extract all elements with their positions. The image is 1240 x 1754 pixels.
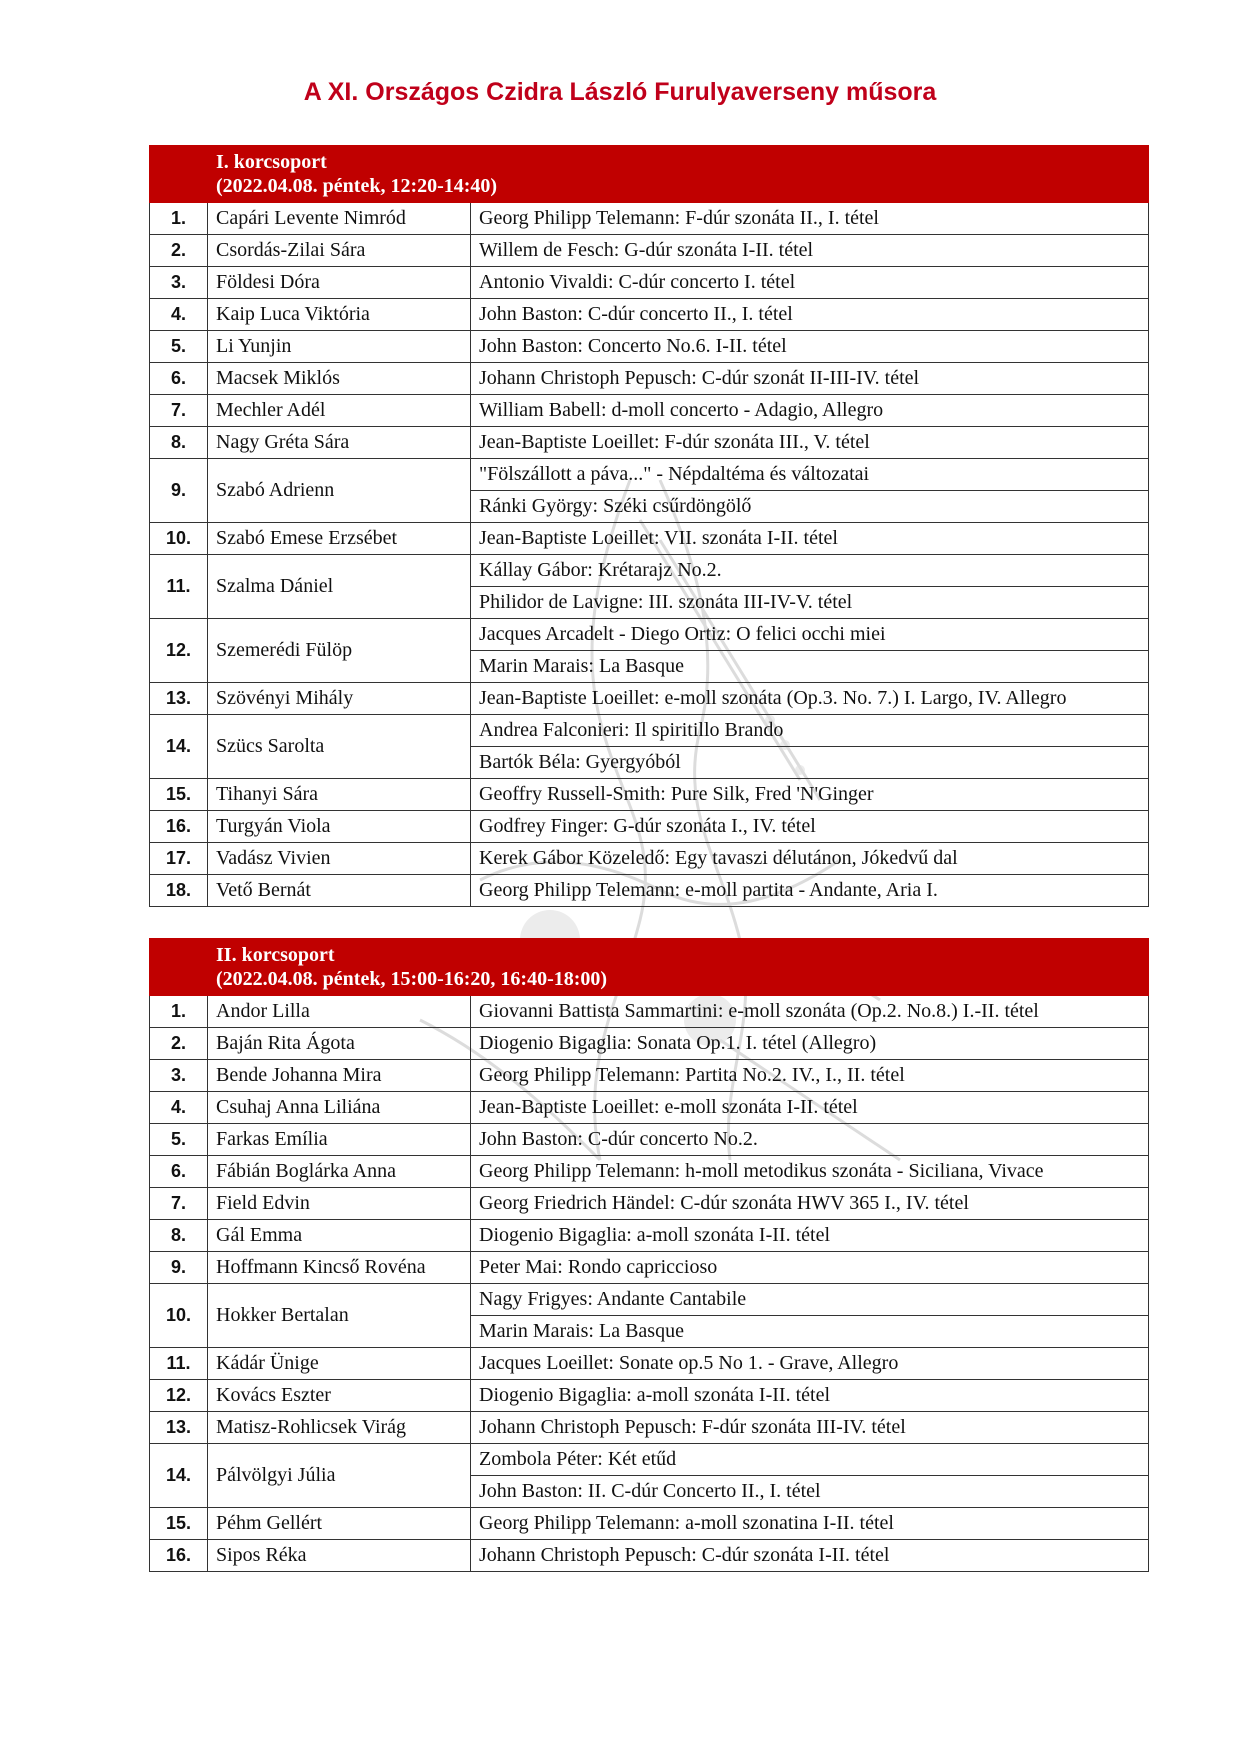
- piece-title: Geoffry Russell-Smith: Pure Silk, Fred 'N'Ginger: [471, 779, 1149, 811]
- piece-title: Andrea Falconieri: Il spiritillo Brando: [471, 715, 1149, 747]
- table-row: [150, 1540, 1149, 1572]
- contestant-name: Capári Levente Nimród: [208, 203, 471, 235]
- piece-title: Bartók Béla: Gyergyóból: [471, 747, 1149, 779]
- piece-title: "Fölszállott a páva..." - Népdaltéma és változatai: [471, 459, 1149, 491]
- contestant-number: 8.: [150, 1220, 208, 1252]
- table-row: [150, 1092, 1149, 1124]
- table-row: [150, 203, 1149, 235]
- contestant-number: 5.: [150, 1124, 208, 1156]
- contestant-number: 4.: [150, 299, 208, 331]
- contestant-name: Hokker Bertalan: [208, 1284, 471, 1348]
- piece-title: Johann Christoph Pepusch: C-dúr szonát II-III-IV. tétel: [471, 363, 1149, 395]
- contestant-number: 2.: [150, 1028, 208, 1060]
- contestant-number: 10.: [150, 1284, 208, 1348]
- piece-title: Jean-Baptiste Loeillet: e-moll szonáta I-II. tétel: [471, 1092, 1149, 1124]
- contestant-number: 11.: [150, 1348, 208, 1380]
- piece-title: Ránki György: Széki csűrdöngölő: [471, 491, 1149, 523]
- table-row: [150, 811, 1149, 843]
- table-row: [150, 331, 1149, 363]
- table-row: [150, 459, 1149, 491]
- contestant-name: Vető Bernát: [208, 875, 471, 907]
- contestant-number: 4.: [150, 1092, 208, 1124]
- group-header-blank: [150, 146, 208, 203]
- contestant-number: 10.: [150, 523, 208, 555]
- contestant-name: Péhm Gellért: [208, 1508, 471, 1540]
- contestant-number: 3.: [150, 1060, 208, 1092]
- contestant-number: 6.: [150, 1156, 208, 1188]
- contestant-name: Pálvölgyi Júlia: [208, 1444, 471, 1508]
- table-row: [150, 1380, 1149, 1412]
- contestant-number: 1.: [150, 203, 208, 235]
- contestant-name: Nagy Gréta Sára: [208, 427, 471, 459]
- piece-title: Jacques Loeillet: Sonate op.5 No 1. - Grave, Allegro: [471, 1348, 1149, 1380]
- contestant-name: Szövényi Mihály: [208, 683, 471, 715]
- contestant-number: 14.: [150, 1444, 208, 1508]
- contestant-number: 1.: [150, 996, 208, 1028]
- contestant-name: Tihanyi Sára: [208, 779, 471, 811]
- contestant-number: 15.: [150, 779, 208, 811]
- piece-title: John Baston: C-dúr concerto II., I. tétel: [471, 299, 1149, 331]
- contestant-name: Baján Rita Ágota: [208, 1028, 471, 1060]
- piece-title: Godfrey Finger: G-dúr szonáta I., IV. tétel: [471, 811, 1149, 843]
- group-header: [208, 146, 1149, 203]
- table-row: [150, 1348, 1149, 1380]
- piece-title: Philidor de Lavigne: III. szonáta III-IV-V. tétel: [471, 587, 1149, 619]
- piece-title: Jean-Baptiste Loeillet: e-moll szonáta (Op.3. No. 7.) I. Largo, IV. Allegro: [471, 683, 1149, 715]
- contestant-number: 9.: [150, 459, 208, 523]
- table-row: [150, 1188, 1149, 1220]
- page-title: A XI. Országos Czidra László Furulyaverseny műsora: [303, 78, 937, 106]
- contestant-number: 12.: [150, 1380, 208, 1412]
- contestant-name: Szabó Emese Erzsébet: [208, 523, 471, 555]
- group-header-row: [150, 939, 1149, 996]
- piece-title: John Baston: Concerto No.6. I-II. tétel: [471, 331, 1149, 363]
- table-row: [150, 1508, 1149, 1540]
- contestant-number: 11.: [150, 555, 208, 619]
- contestant-number: 13.: [150, 1412, 208, 1444]
- piece-title: Georg Philipp Telemann: e-moll partita - Andante, Aria I.: [471, 875, 1149, 907]
- piece-title: Peter Mai: Rondo capriccioso: [471, 1252, 1149, 1284]
- piece-title: Kerek Gábor Közeledő: Egy tavaszi délutánon, Jókedvű dal: [471, 843, 1149, 875]
- piece-title: Jacques Arcadelt - Diego Ortiz: O felici occhi miei: [471, 619, 1149, 651]
- group-date: (2022.04.08. péntek, 12:20-14:40): [216, 175, 498, 197]
- contestant-name: Farkas Emília: [208, 1124, 471, 1156]
- piece-title: Johann Christoph Pepusch: C-dúr szonáta I-II. tétel: [471, 1540, 1149, 1572]
- piece-title: Jean-Baptiste Loeillet: VII. szonáta I-II. tétel: [471, 523, 1149, 555]
- contestant-number: 16.: [150, 811, 208, 843]
- contestant-number: 16.: [150, 1540, 208, 1572]
- contestant-name: Gál Emma: [208, 1220, 471, 1252]
- contestant-number: 2.: [150, 235, 208, 267]
- piece-title: Giovanni Battista Sammartini: e-moll szonáta (Op.2. No.8.) I.-II. tétel: [471, 996, 1149, 1028]
- table-row: [150, 619, 1149, 651]
- table-row: [150, 363, 1149, 395]
- piece-title: Kállay Gábor: Krétarajz No.2.: [471, 555, 1149, 587]
- table-row: [150, 1060, 1149, 1092]
- table-row: [150, 1124, 1149, 1156]
- contestant-number: 17.: [150, 843, 208, 875]
- contestant-name: Csuhaj Anna Liliána: [208, 1092, 471, 1124]
- piece-title: Marin Marais: La Basque: [471, 1316, 1149, 1348]
- table-row: [150, 875, 1149, 907]
- piece-title: Georg Friedrich Händel: C-dúr szonáta HWV 365 I., IV. tétel: [471, 1188, 1149, 1220]
- piece-title: Georg Philipp Telemann: Partita No.2. IV., I., II. tétel: [471, 1060, 1149, 1092]
- piece-title: Diogenio Bigaglia: a-moll szonáta I-II. tétel: [471, 1220, 1149, 1252]
- contestant-number: 18.: [150, 875, 208, 907]
- piece-title: Diogenio Bigaglia: a-moll szonáta I-II. tétel: [471, 1380, 1149, 1412]
- table-row: [150, 1412, 1149, 1444]
- contestant-name: Hoffmann Kincső Rovéna: [208, 1252, 471, 1284]
- contestant-name: Kaip Luca Viktória: [208, 299, 471, 331]
- table-row: [150, 1156, 1149, 1188]
- contestant-number: 13.: [150, 683, 208, 715]
- contestant-number: 6.: [150, 363, 208, 395]
- contestant-name: Macsek Miklós: [208, 363, 471, 395]
- table-row: [150, 1444, 1149, 1476]
- table-row: [150, 267, 1149, 299]
- contestant-name: Field Edvin: [208, 1188, 471, 1220]
- contestant-number: 7.: [150, 395, 208, 427]
- table-row: [150, 715, 1149, 747]
- piece-title: John Baston: II. C-dúr Concerto II., I. tétel: [471, 1476, 1149, 1508]
- contestant-name: Szemerédi Fülöp: [208, 619, 471, 683]
- group-1-table: [149, 145, 1149, 907]
- contestant-number: 5.: [150, 331, 208, 363]
- table-row: [150, 299, 1149, 331]
- contestant-name: Li Yunjin: [208, 331, 471, 363]
- table-row: [150, 395, 1149, 427]
- table-row: [150, 235, 1149, 267]
- contestant-number: 15.: [150, 1508, 208, 1540]
- piece-title: Georg Philipp Telemann: F-dúr szonáta II., I. tétel: [471, 203, 1149, 235]
- contestant-name: Vadász Vivien: [208, 843, 471, 875]
- table-row: [150, 1284, 1149, 1316]
- contestant-name: Földesi Dóra: [208, 267, 471, 299]
- piece-title: Diogenio Bigaglia: Sonata Op.1. I. tétel (Allegro): [471, 1028, 1149, 1060]
- contestant-number: 14.: [150, 715, 208, 779]
- table-row: [150, 555, 1149, 587]
- piece-title: John Baston: C-dúr concerto No.2.: [471, 1124, 1149, 1156]
- group-2-table: [149, 938, 1149, 1572]
- piece-title: Johann Christoph Pepusch: F-dúr szonáta III-IV. tétel: [471, 1412, 1149, 1444]
- table-row: [150, 427, 1149, 459]
- contestant-name: Csordás-Zilai Sára: [208, 235, 471, 267]
- piece-title: Georg Philipp Telemann: a-moll szonatina I-II. tétel: [471, 1508, 1149, 1540]
- table-row: [150, 683, 1149, 715]
- contestant-name: Kádár Ünige: [208, 1348, 471, 1380]
- table-row: [150, 1028, 1149, 1060]
- contestant-name: Kovács Eszter: [208, 1380, 471, 1412]
- table-row: [150, 1220, 1149, 1252]
- group-name: I. korcsoport: [216, 151, 327, 173]
- contestant-name: Bende Johanna Mira: [208, 1060, 471, 1092]
- group-header-row: [150, 146, 1149, 203]
- contestant-name: Szücs Sarolta: [208, 715, 471, 779]
- contestant-number: 7.: [150, 1188, 208, 1220]
- table-row: [150, 779, 1149, 811]
- table-row: [150, 996, 1149, 1028]
- piece-title: William Babell: d-moll concerto - Adagio, Allegro: [471, 395, 1149, 427]
- contestant-name: Matisz-Rohlicsek Virág: [208, 1412, 471, 1444]
- group-header: [208, 939, 1149, 996]
- contestant-number: 12.: [150, 619, 208, 683]
- contestant-name: Sipos Réka: [208, 1540, 471, 1572]
- contestant-name: Fábián Boglárka Anna: [208, 1156, 471, 1188]
- table-row: [150, 523, 1149, 555]
- piece-title: Zombola Péter: Két etűd: [471, 1444, 1149, 1476]
- contestant-name: Turgyán Viola: [208, 811, 471, 843]
- contestant-number: 3.: [150, 267, 208, 299]
- group-date: (2022.04.08. péntek, 15:00-16:20, 16:40-18:00): [216, 968, 608, 990]
- table-row: [150, 843, 1149, 875]
- contestant-name: Szabó Adrienn: [208, 459, 471, 523]
- piece-title: Antonio Vivaldi: C-dúr concerto I. tétel: [471, 267, 1149, 299]
- piece-title: Marin Marais: La Basque: [471, 651, 1149, 683]
- contestant-number: 9.: [150, 1252, 208, 1284]
- piece-title: Jean-Baptiste Loeillet: F-dúr szonáta III., V. tétel: [471, 427, 1149, 459]
- table-row: [150, 1252, 1149, 1284]
- group-header-blank: [150, 939, 208, 996]
- group-name: II. korcsoport: [216, 944, 335, 966]
- contestant-number: 8.: [150, 427, 208, 459]
- contestant-name: Szalma Dániel: [208, 555, 471, 619]
- piece-title: Georg Philipp Telemann: h-moll metodikus szonáta - Siciliana, Vivace: [471, 1156, 1149, 1188]
- contestant-name: Andor Lilla: [208, 996, 471, 1028]
- contestant-name: Mechler Adél: [208, 395, 471, 427]
- piece-title: Willem de Fesch: G-dúr szonáta I-II. tétel: [471, 235, 1149, 267]
- piece-title: Nagy Frigyes: Andante Cantabile: [471, 1284, 1149, 1316]
